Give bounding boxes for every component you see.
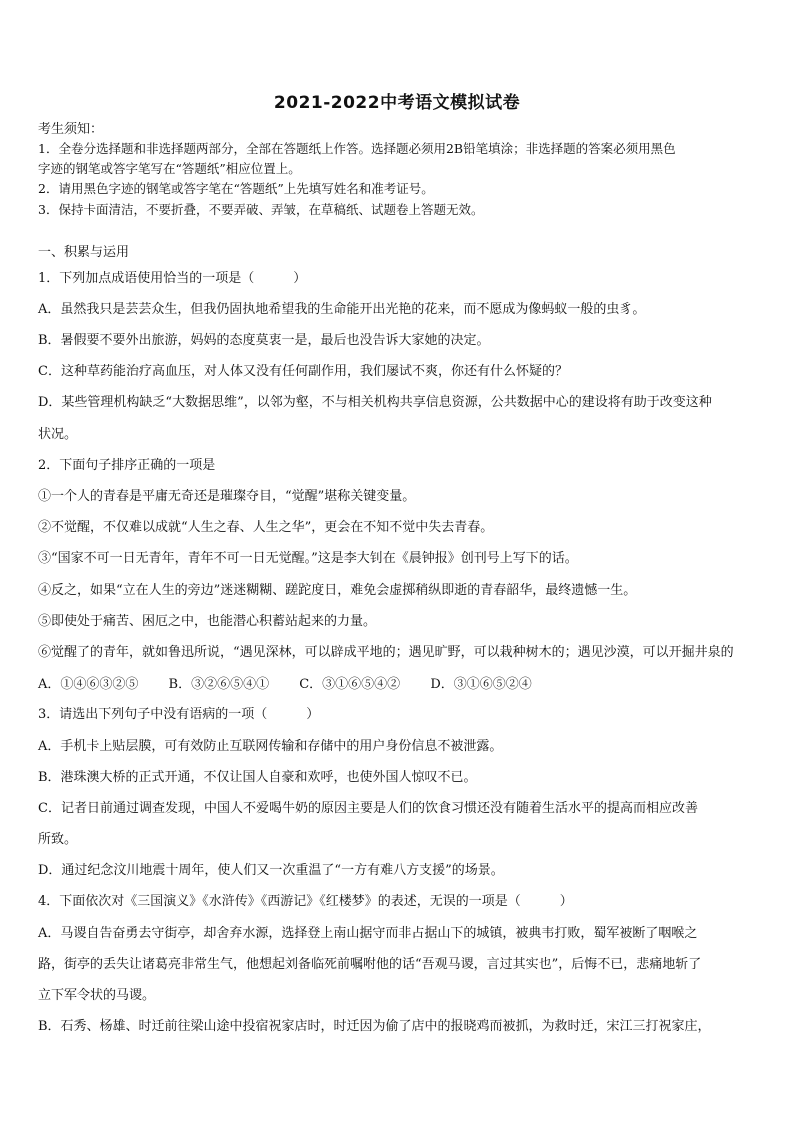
sentence-1: ①一个人的青春是平庸无奇还是璀璨夺目，“觉醒”堪称关键变量。 — [38, 489, 416, 504]
question-1-option-c: C．这种草药能治疗高血压，对人体又没有任何副作用，我们屡试不爽，你还有什么怀疑的？ — [38, 364, 568, 379]
question-3-stem: 3．请选出下列句子中没有语病的一项（ ） — [38, 707, 320, 722]
question-2-stem: 2．下面句子排序正确的一项是 — [38, 458, 216, 473]
notice-item: 1．全卷分选择题和非选择题两部分，全部在答题纸上作答。选择题必须用2B铅笔填涂；非选择题的答案必须用黑色 — [38, 141, 676, 156]
exam-title: 2021-2022中考语文模拟试卷 — [273, 93, 521, 113]
question-2-option-c: C．③①⑥⑤④② — [299, 677, 401, 692]
sentence-2: ②不觉醒，不仅难以成就“人生之春、人生之华”，更会在不知不觉中失去青春。 — [38, 520, 494, 535]
question-1-option-d: D．某些管理机构缺乏“大数据思维”，以邻为壑，不与相关机构共享信息资源，公共数据中心的建设将有助于改变这种 — [38, 395, 712, 410]
question-3-option-d: D．通过纪念汶川地震十周年，使人们又一次重温了“一方有难八方支援”的场景。 — [38, 863, 504, 878]
notice-heading: 考生须知： — [38, 122, 104, 137]
section-heading: 一、积累与运用 — [38, 245, 130, 260]
question-3-option-c: C．记者日前通过调查发现，中国人不爱喝牛奶的原因主要是人们的饮食习惯还没有随着生活水平的提高而相应改善 — [38, 801, 698, 816]
question-2-option-a: A．①④⑥③②⑤ — [38, 677, 139, 692]
question-2-option-b: B．③②⑥⑤④① — [168, 677, 270, 692]
question-2-option-d: D．③①⑥⑤②④ — [430, 677, 532, 692]
question-1-option-b: B．暑假要不要外出旅游，妈妈的态度莫衷一是，最后也没告诉大家她的决定。 — [38, 333, 490, 348]
question-3-option-b: B．港珠澳大桥的正式开通，不仅让国人自豪和欢呼，也使外国人惊叹不已。 — [38, 770, 477, 785]
notice-item: 3．保持卡面清洁，不要折叠，不要弄破、弄皱，在草稿纸、试题卷上答题无效。 — [38, 202, 484, 217]
question-4-option-a-cont2: 立下军令状的马谡。 — [38, 988, 156, 1003]
notice-item: 2．请用黑色字迹的钢笔或答字笔在“答题纸”上先填写姓名和准考证号。 — [38, 181, 434, 196]
sentence-4: ④反之，如果“立在人生的旁边”迷迷糊糊、蹉跎度日，难免会虚掷稍纵即逝的青春韶华，最终遗憾一生。 — [38, 583, 637, 598]
question-1-option-d-cont: 状况。 — [38, 427, 78, 442]
question-3-option-a: A．手机卡上贴层膜，可有效防止互联网传输和存储中的用户身份信息不被泄露。 — [38, 739, 503, 754]
question-2-options — [38, 676, 558, 694]
question-4-option-a: A．马谡自告奋勇去守街亭，却舍弃水源，选择登上南山据守而非占据山下的城镇，被典韦打败，蜀军被断了咽喉之 — [38, 926, 698, 941]
sentence-3: ③“国家不可一日无青年，青年不可一日无觉醒。”这是李大钊在《晨钟报》创刊号上写下的话。 — [38, 551, 578, 566]
question-3-option-c-cont: 所致。 — [38, 832, 78, 847]
question-4-option-b: B．石秀、杨雄、时迁前往梁山途中投宿祝家店时，时迁因为偷了店中的报晓鸡而被抓，为救时迁，宋江三打祝家庄， — [38, 1019, 711, 1034]
question-1-stem: 1．下列加点成语使用恰当的一项是（ ） — [38, 271, 307, 286]
question-4-option-a-cont: 路，街亭的丢失让诸葛亮非常生气，他想起刘备临死前嘱咐他的话“吾观马谡，言过其实也”，后悔不已，悲痛地斩了 — [38, 957, 702, 972]
sentence-5: ⑤即使处于痛苦、困厄之中，也能潜心积蓄站起来的力量。 — [38, 614, 377, 629]
question-1-option-a: A．虽然我只是芸芸众生，但我仍固执地希望我的生命能开出光艳的花来，而不愿成为像蚂蚁一般的虫豸。 — [38, 302, 646, 317]
sentence-6: ⑥觉醒了的青年，就如鲁迅所说，“遇见深林，可以辟成平地的；遇见旷野，可以栽种树木的；遇见沙漠，可以开掘井泉的 — [38, 645, 734, 660]
notice-item: 字迹的钢笔或答字笔写在“答题纸”相应位置上。 — [38, 161, 301, 176]
question-4-stem: 4．下面依次对《三国演义》《水浒传》《西游记》《红楼梦》的表述，无误的一项是（ ） — [38, 894, 573, 909]
